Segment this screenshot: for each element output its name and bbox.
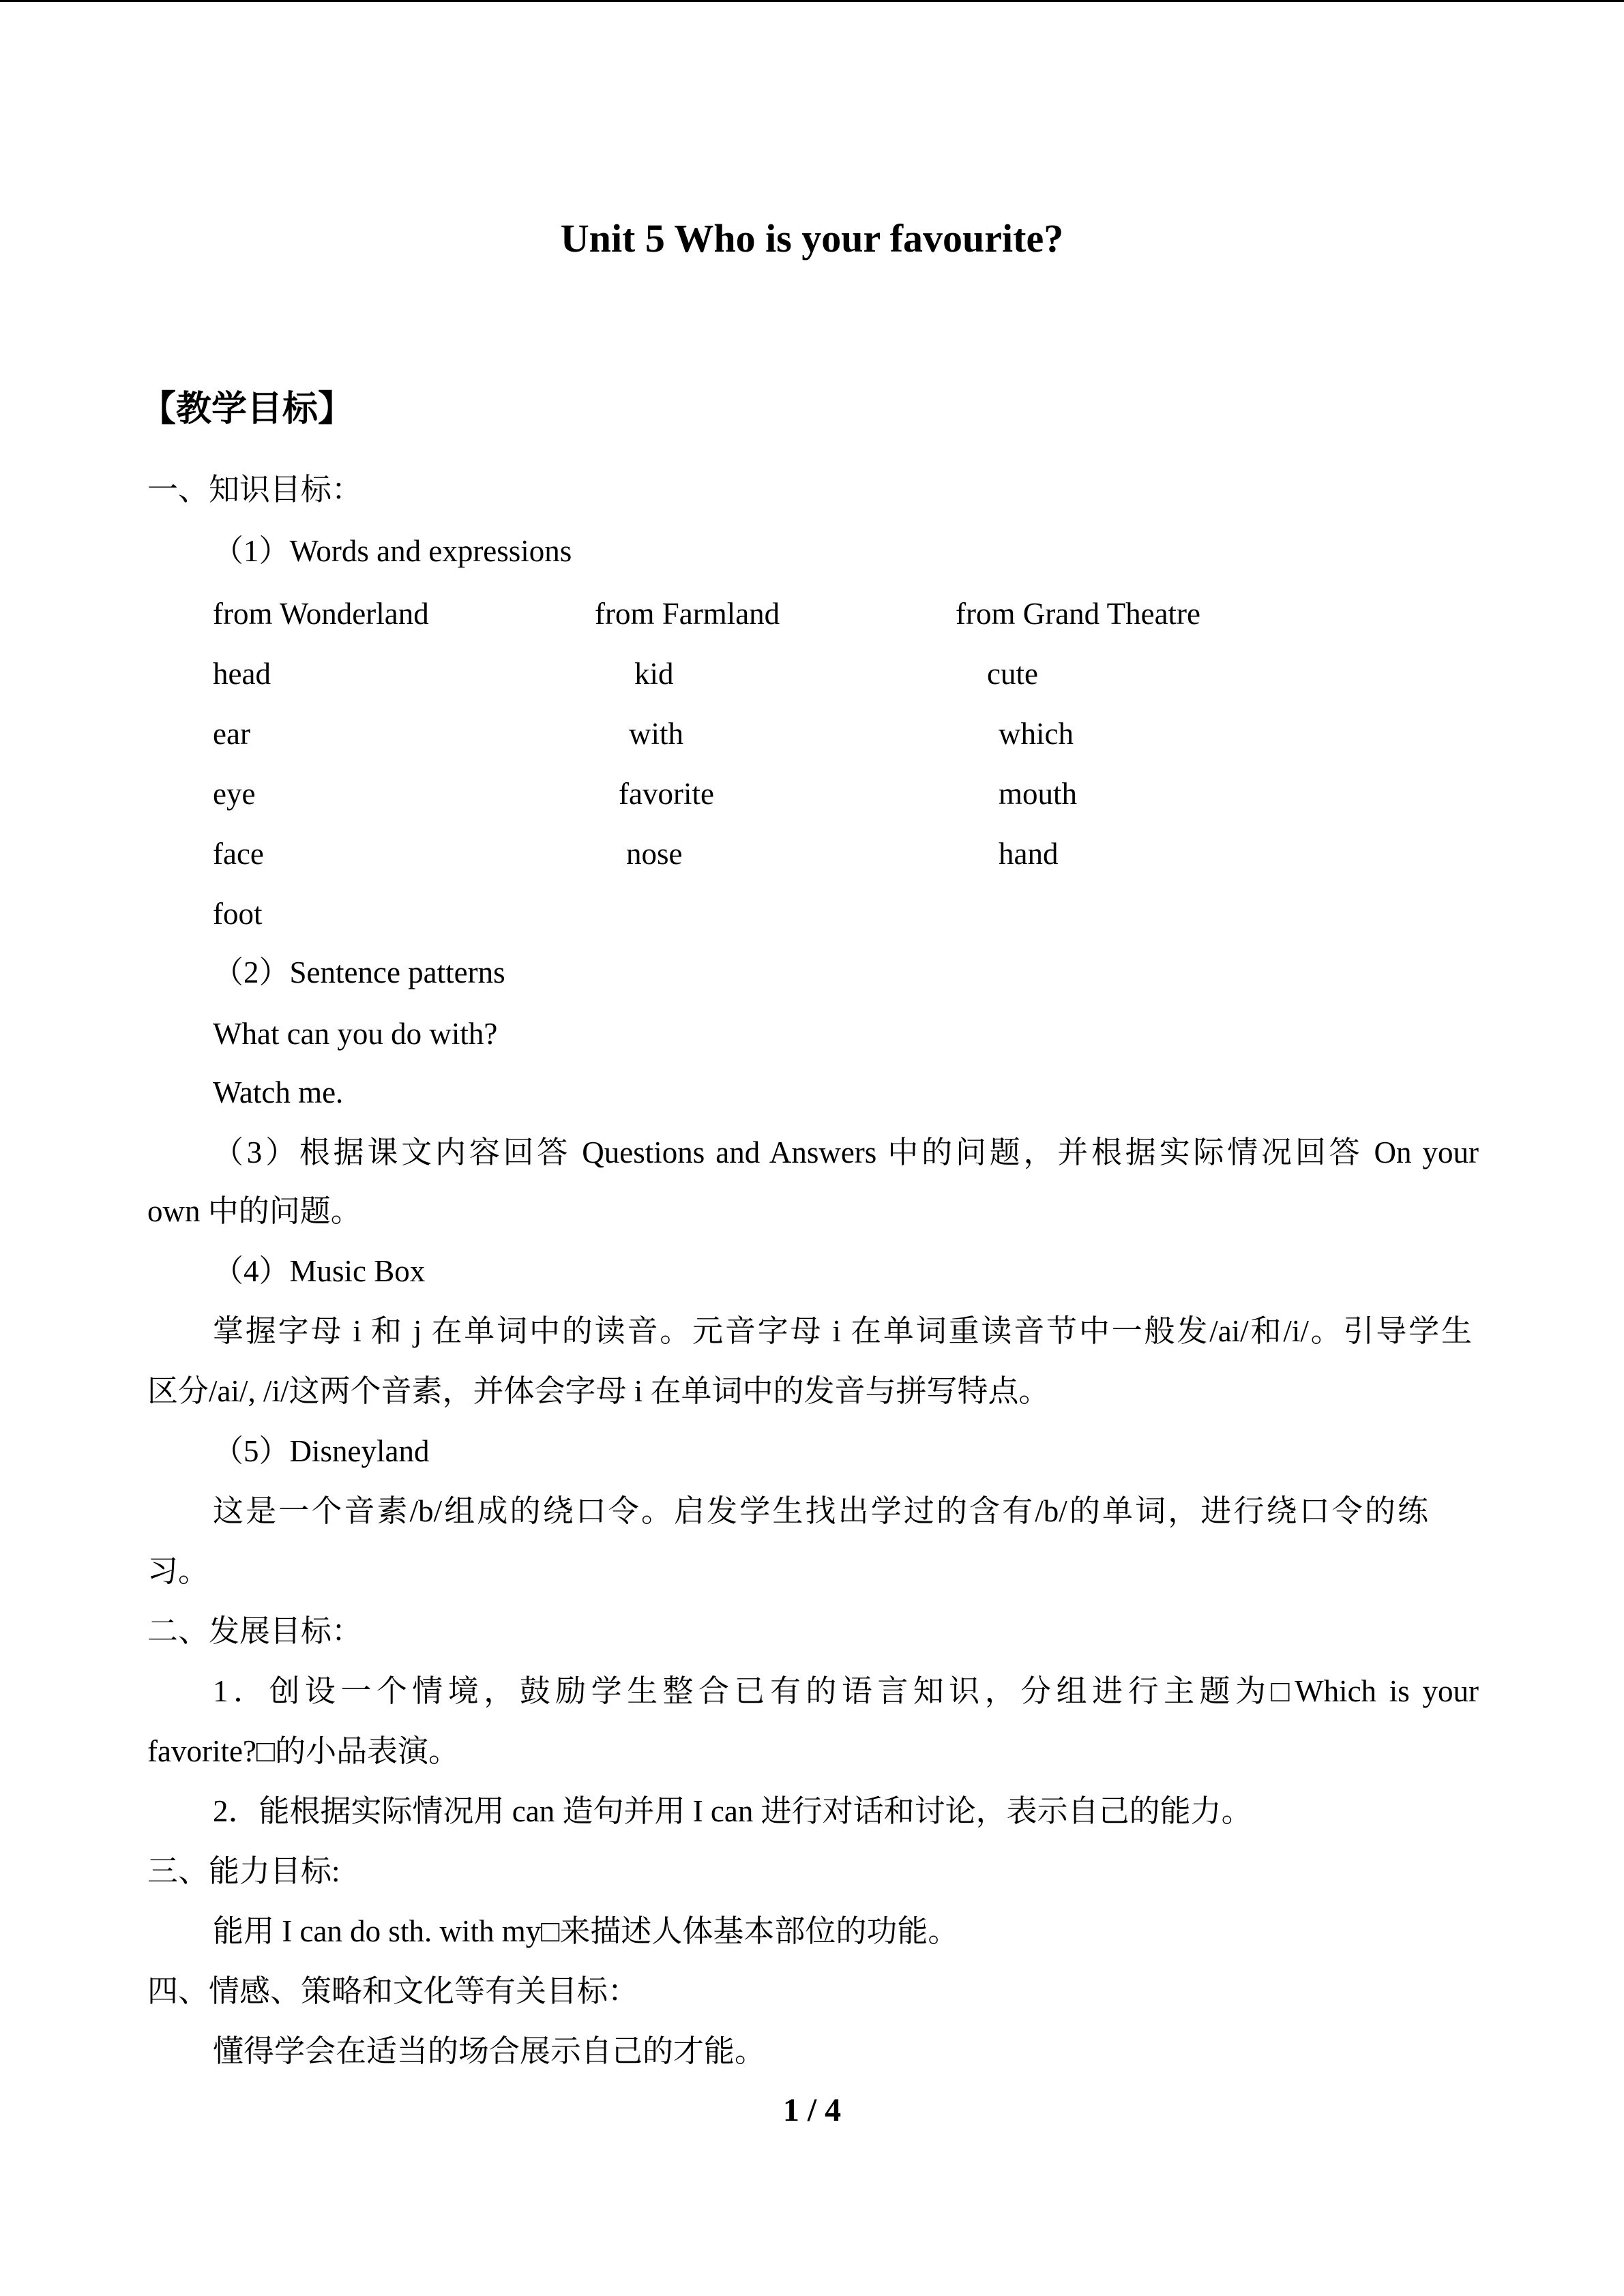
item3-line1: （3）根据课文内容回答 Questions and Answers 中的问题，并根据实际情况回答 On your (213, 1135, 1479, 1169)
word-cell: face (213, 837, 264, 871)
word-cell: from Wonderland (213, 597, 429, 631)
word-cell: which (999, 717, 1074, 751)
item3-line2: own 中的问题。 (147, 1194, 361, 1228)
ability-goals-text: 能用 I can do sth. with my□来描述人体基本部位的功能。 (213, 1914, 959, 1948)
word-cell: from Farmland (595, 597, 780, 631)
disneyland-label: （5）Disneyland (213, 1434, 430, 1468)
word-cell: ear (213, 717, 250, 751)
development-item2: 2．能根据实际情况用 can 造句并用 I can 进行对话和讨论，表示自己的能力。 (213, 1794, 1252, 1828)
emotion-goals-heading: 四、情感、策略和文化等有关目标： (147, 1974, 639, 2008)
word-cell: kid (634, 657, 674, 691)
document-title: Unit 5 Who is your favourite? (560, 216, 1064, 260)
emotion-goals-text: 懂得学会在适当的场合展示自己的才能。 (213, 2034, 766, 2068)
section-heading-teaching-goals: 【教学目标】 (141, 389, 354, 430)
word-cell: eye (213, 777, 256, 811)
word-cell: foot (213, 897, 263, 931)
sentence-pattern-2: Watch me. (213, 1075, 344, 1109)
words-expressions-label: （1）Words and expressions (213, 534, 572, 568)
word-cell: hand (999, 837, 1059, 871)
knowledge-goals-heading: 一、知识目标： (147, 473, 363, 507)
word-cell: favorite (619, 777, 714, 811)
top-border-rule (0, 0, 1624, 2)
development-goals-heading: 二、发展目标： (147, 1614, 363, 1648)
development-item1-line2: favorite?□的小品表演。 (147, 1734, 460, 1768)
music-box-line2: 区分/ai/, /i/这两个音素，并体会字母 i 在单词中的发音与拼写特点。 (147, 1374, 1050, 1408)
sentence-patterns-label: （2）Sentence patterns (213, 955, 505, 989)
page-number: 1 / 4 (782, 2092, 842, 2128)
word-cell: from Grand Theatre (956, 597, 1201, 631)
disneyland-line1: 这是一个音素/b/组成的绕口令。启发学生找出学过的含有/b/的单词，进行绕口令的练 (213, 1494, 1428, 1528)
ability-goals-heading: 三、能力目标: (147, 1854, 340, 1888)
music-box-line1: 掌握字母 i 和 j 在单词中的读音。元音字母 i 在单词重读音节中一般发/ai/和/i/。引导学生 (213, 1314, 1472, 1348)
development-item1-line1: 1．创设一个情境，鼓励学生整合已有的语言知识，分组进行主题为□Which is your (213, 1674, 1479, 1708)
music-box-label: （4）Music Box (213, 1254, 426, 1288)
word-cell: cute (987, 657, 1038, 691)
word-cell: mouth (999, 777, 1078, 811)
word-cell: with (629, 717, 684, 751)
disneyland-line2: 习。 (147, 1554, 209, 1588)
word-cell: head (213, 657, 271, 691)
word-cell: nose (626, 837, 683, 871)
sentence-pattern-1: What can you do with? (213, 1017, 498, 1051)
